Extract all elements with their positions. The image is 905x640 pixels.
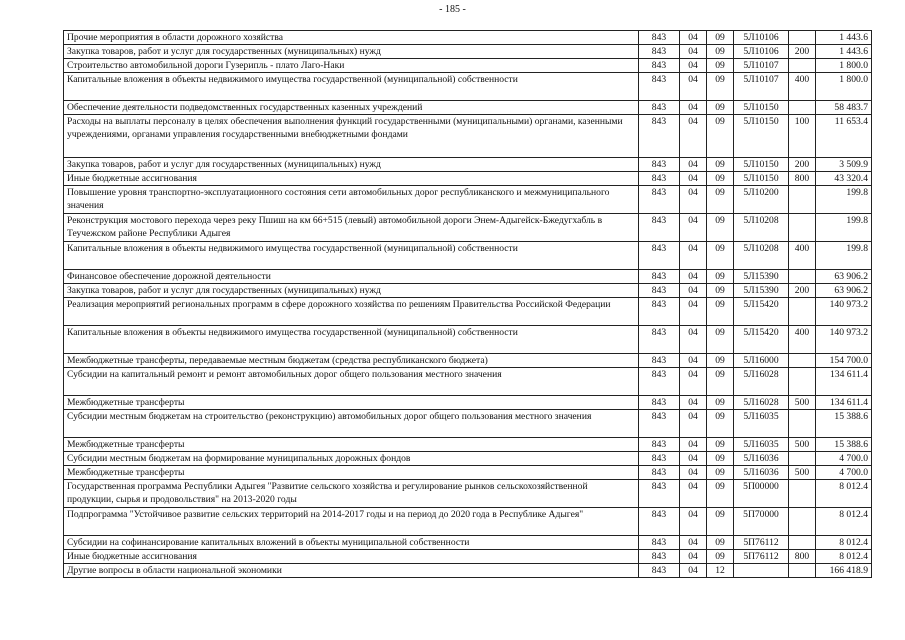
row-amount: 134 611.4 (816, 396, 872, 410)
row-article: 5Л10106 (734, 31, 789, 45)
row-expense-type (789, 31, 816, 45)
row-name: Финансовое обеспечение дорожной деятельности (64, 270, 639, 284)
row-amount: 1 443.6 (816, 45, 872, 59)
table-row (64, 270, 872, 284)
row-expense-type: 400 (789, 326, 816, 354)
row-code: 843 (639, 536, 680, 550)
row-amount: 3 509.9 (816, 158, 872, 172)
row-amount: 11 653.4 (816, 115, 872, 158)
row-expense-type (789, 298, 816, 326)
row-subsection: 09 (707, 186, 734, 214)
table-row (64, 158, 872, 172)
table-row (64, 480, 872, 508)
row-section: 04 (680, 354, 707, 368)
row-section: 04 (680, 480, 707, 508)
table-row (64, 396, 872, 410)
row-amount: 4 700.0 (816, 452, 872, 466)
row-section: 04 (680, 158, 707, 172)
row-section: 04 (680, 172, 707, 186)
row-amount: 199.8 (816, 214, 872, 242)
row-amount: 15 388.6 (816, 438, 872, 452)
row-subsection: 09 (707, 45, 734, 59)
row-name: Подпрограмма "Устойчивое развитие сельских территорий на 2014-2017 годы и на период до 2020 года в Республике Адыгея" (64, 508, 639, 536)
row-subsection: 09 (707, 368, 734, 396)
table-row (64, 186, 872, 214)
row-expense-type: 200 (789, 284, 816, 298)
table-row (64, 298, 872, 326)
row-expense-type (789, 368, 816, 396)
table-row (64, 115, 872, 158)
row-article: 5Л10150 (734, 115, 789, 158)
row-subsection: 09 (707, 452, 734, 466)
row-subsection: 09 (707, 31, 734, 45)
row-subsection: 09 (707, 214, 734, 242)
row-section: 04 (680, 396, 707, 410)
row-name: Капитальные вложения в объекты недвижимого имущества государственной (муниципальной) собственности (64, 326, 639, 354)
row-article: 5Л10150 (734, 101, 789, 115)
row-name: Закупка товаров, работ и услуг для государственных (муниципальных) нужд (64, 284, 639, 298)
row-code: 843 (639, 59, 680, 73)
row-subsection: 09 (707, 59, 734, 73)
row-amount: 1 800.0 (816, 59, 872, 73)
row-name: Закупка товаров, работ и услуг для государственных (муниципальных) нужд (64, 45, 639, 59)
row-amount: 1 443.6 (816, 31, 872, 45)
table-row (64, 214, 872, 242)
row-code: 843 (639, 326, 680, 354)
row-section: 04 (680, 115, 707, 158)
row-article: 5П70000 (734, 508, 789, 536)
row-article: 5Л10150 (734, 158, 789, 172)
row-name: Иные бюджетные ассигнования (64, 172, 639, 186)
row-code: 843 (639, 396, 680, 410)
row-expense-type (789, 536, 816, 550)
row-code: 843 (639, 242, 680, 270)
row-name: Капитальные вложения в объекты недвижимого имущества государственной (муниципальной) собственности (64, 242, 639, 270)
row-expense-type: 800 (789, 172, 816, 186)
row-section: 04 (680, 214, 707, 242)
row-subsection: 09 (707, 480, 734, 508)
row-code: 843 (639, 298, 680, 326)
row-amount: 8 012.4 (816, 480, 872, 508)
row-expense-type (789, 410, 816, 438)
table-row (64, 508, 872, 536)
row-expense-type: 200 (789, 45, 816, 59)
row-article: 5Л10208 (734, 214, 789, 242)
row-name: Государственная программа Республики Адыгея "Развитие сельского хозяйства и регулирование рынков сельскохозяйственной продукции, сырья и продовольствия" на 2013-2020 годы (64, 480, 639, 508)
row-section: 04 (680, 270, 707, 284)
table-row (64, 410, 872, 438)
row-expense-type (789, 564, 816, 578)
row-code: 843 (639, 270, 680, 284)
row-expense-type (789, 480, 816, 508)
row-article: 5Л10208 (734, 242, 789, 270)
row-expense-type: 500 (789, 466, 816, 480)
row-code: 843 (639, 214, 680, 242)
row-name: Субсидии местным бюджетам на строительство (реконструкцию) автомобильных дорог общего пользования местного значения (64, 410, 639, 438)
row-amount: 4 700.0 (816, 466, 872, 480)
row-section: 04 (680, 73, 707, 101)
row-article: 5Л16035 (734, 438, 789, 452)
row-subsection: 09 (707, 326, 734, 354)
row-amount: 43 320.4 (816, 172, 872, 186)
row-amount: 63 906.2 (816, 270, 872, 284)
row-expense-type (789, 354, 816, 368)
row-amount: 199.8 (816, 242, 872, 270)
row-expense-type (789, 101, 816, 115)
row-subsection: 09 (707, 536, 734, 550)
row-section: 04 (680, 550, 707, 564)
row-article: 5Л10200 (734, 186, 789, 214)
row-amount: 15 388.6 (816, 410, 872, 438)
row-amount: 1 800.0 (816, 73, 872, 101)
row-article: 5П76112 (734, 536, 789, 550)
row-name: Межбюджетные трансферты (64, 396, 639, 410)
table-row (64, 73, 872, 101)
row-section: 04 (680, 284, 707, 298)
row-amount: 166 418.9 (816, 564, 872, 578)
row-subsection: 09 (707, 101, 734, 115)
row-name: Иные бюджетные ассигнования (64, 550, 639, 564)
row-subsection: 09 (707, 410, 734, 438)
row-name: Субсидии на софинансирование капитальных вложений в объекты муниципальной собственности (64, 536, 639, 550)
row-section: 04 (680, 368, 707, 396)
table-row (64, 550, 872, 564)
row-expense-type: 400 (789, 73, 816, 101)
row-code: 843 (639, 466, 680, 480)
row-amount: 134 611.4 (816, 368, 872, 396)
row-section: 04 (680, 564, 707, 578)
row-name: Субсидии на капитальный ремонт и ремонт автомобильных дорог общего пользования местного значения (64, 368, 639, 396)
row-code: 843 (639, 564, 680, 578)
row-code: 843 (639, 284, 680, 298)
row-subsection: 09 (707, 396, 734, 410)
table-row (64, 326, 872, 354)
row-article: 5Л16028 (734, 396, 789, 410)
row-subsection: 09 (707, 172, 734, 186)
row-section: 04 (680, 326, 707, 354)
row-subsection: 09 (707, 508, 734, 536)
row-subsection: 09 (707, 466, 734, 480)
row-article: 5Л15420 (734, 326, 789, 354)
row-article (734, 564, 789, 578)
budget-table (63, 30, 872, 578)
row-section: 04 (680, 242, 707, 270)
table-row (64, 31, 872, 45)
row-subsection: 09 (707, 438, 734, 452)
row-section: 04 (680, 31, 707, 45)
row-code: 843 (639, 158, 680, 172)
row-section: 04 (680, 536, 707, 550)
row-expense-type (789, 270, 816, 284)
row-section: 04 (680, 101, 707, 115)
row-expense-type (789, 186, 816, 214)
row-code: 843 (639, 115, 680, 158)
row-subsection: 09 (707, 284, 734, 298)
row-expense-type (789, 59, 816, 73)
table-row (64, 438, 872, 452)
page-number: - 185 - (439, 4, 466, 15)
row-name: Другие вопросы в области национальной экономики (64, 564, 639, 578)
row-expense-type (789, 214, 816, 242)
row-expense-type: 500 (789, 438, 816, 452)
row-expense-type: 800 (789, 550, 816, 564)
row-amount: 140 973.2 (816, 326, 872, 354)
row-section: 04 (680, 410, 707, 438)
table-row (64, 284, 872, 298)
row-code: 843 (639, 550, 680, 564)
row-name: Капитальные вложения в объекты недвижимого имущества государственной (муниципальной) собственности (64, 73, 639, 101)
row-code: 843 (639, 186, 680, 214)
row-article: 5Л16036 (734, 452, 789, 466)
row-subsection: 09 (707, 73, 734, 101)
table-row (64, 452, 872, 466)
row-article: 5Л16035 (734, 410, 789, 438)
row-article: 5П76112 (734, 550, 789, 564)
row-subsection: 09 (707, 158, 734, 172)
row-subsection: 09 (707, 270, 734, 284)
row-article: 5Л15390 (734, 284, 789, 298)
row-code: 843 (639, 368, 680, 396)
row-article: 5Л15420 (734, 298, 789, 326)
row-name: Межбюджетные трансферты, передаваемые местным бюджетам (средства республиканского бюджета) (64, 354, 639, 368)
row-name: Межбюджетные трансферты (64, 466, 639, 480)
row-expense-type: 400 (789, 242, 816, 270)
row-article: 5П00000 (734, 480, 789, 508)
row-article: 5Л10107 (734, 73, 789, 101)
row-name: Субсидии местным бюджетам на формирование муниципальных дорожных фондов (64, 452, 639, 466)
table-row (64, 466, 872, 480)
row-amount: 199.8 (816, 186, 872, 214)
row-name: Строительство автомобильной дороги Гузерипль - плато Лаго-Наки (64, 59, 639, 73)
row-amount: 140 973.2 (816, 298, 872, 326)
row-name: Реализация мероприятий региональных программ в сфере дорожного хозяйства по решениям Правительства Российской Федерации (64, 298, 639, 326)
row-article: 5Л16028 (734, 368, 789, 396)
row-section: 04 (680, 466, 707, 480)
row-name: Обеспечение деятельности подведомственных государственных казенных учреждений (64, 101, 639, 115)
row-code: 843 (639, 480, 680, 508)
row-code: 843 (639, 452, 680, 466)
row-name: Прочие мероприятия в области дорожного хозяйства (64, 31, 639, 45)
row-subsection: 09 (707, 242, 734, 270)
row-subsection: 09 (707, 298, 734, 326)
row-subsection: 09 (707, 354, 734, 368)
row-name: Реконструкция мостового перехода через реку Пшиш на км 66+515 (левый) автомобильной дороги Энем-Адыгейск-Бжедугхабль в Теучежском районе Республики Адыгея (64, 214, 639, 242)
row-expense-type: 500 (789, 396, 816, 410)
table-row (64, 564, 872, 578)
row-article: 5Л16036 (734, 466, 789, 480)
table-row (64, 354, 872, 368)
row-subsection: 09 (707, 115, 734, 158)
row-section: 04 (680, 452, 707, 466)
row-code: 843 (639, 438, 680, 452)
row-section: 04 (680, 508, 707, 536)
row-code: 843 (639, 172, 680, 186)
row-amount: 8 012.4 (816, 508, 872, 536)
row-amount: 8 012.4 (816, 536, 872, 550)
table-row (64, 45, 872, 59)
row-article: 5Л10106 (734, 45, 789, 59)
table-body (64, 31, 872, 578)
row-article: 5Л15390 (734, 270, 789, 284)
row-article: 5Л10150 (734, 172, 789, 186)
table-row (64, 368, 872, 396)
row-expense-type (789, 508, 816, 536)
row-section: 04 (680, 59, 707, 73)
row-section: 04 (680, 438, 707, 452)
row-amount: 63 906.2 (816, 284, 872, 298)
row-amount: 154 700.0 (816, 354, 872, 368)
row-section: 04 (680, 298, 707, 326)
row-name: Межбюджетные трансферты (64, 438, 639, 452)
table-row (64, 536, 872, 550)
row-name: Повышение уровня транспортно-эксплуатационного состояния сети автомобильных дорог республиканского и межмуниципального значения (64, 186, 639, 214)
row-expense-type (789, 452, 816, 466)
row-article: 5Л10107 (734, 59, 789, 73)
row-article: 5Л16000 (734, 354, 789, 368)
row-code: 843 (639, 354, 680, 368)
row-section: 04 (680, 186, 707, 214)
row-name: Расходы на выплаты персоналу в целях обеспечения выполнения функций государственными (муниципальными) органами, казенными учреждениями, органами управления государственными внебюджетными фондами (64, 115, 639, 158)
table-row (64, 172, 872, 186)
row-expense-type: 100 (789, 115, 816, 158)
table-row (64, 59, 872, 73)
row-subsection: 09 (707, 550, 734, 564)
row-code: 843 (639, 508, 680, 536)
table-row (64, 101, 872, 115)
row-name: Закупка товаров, работ и услуг для государственных (муниципальных) нужд (64, 158, 639, 172)
row-amount: 8 012.4 (816, 550, 872, 564)
row-section: 04 (680, 45, 707, 59)
row-code: 843 (639, 410, 680, 438)
row-code: 843 (639, 45, 680, 59)
row-code: 843 (639, 101, 680, 115)
row-subsection: 12 (707, 564, 734, 578)
row-expense-type: 200 (789, 158, 816, 172)
row-amount: 58 483.7 (816, 101, 872, 115)
row-code: 843 (639, 31, 680, 45)
table-row (64, 242, 872, 270)
row-code: 843 (639, 73, 680, 101)
